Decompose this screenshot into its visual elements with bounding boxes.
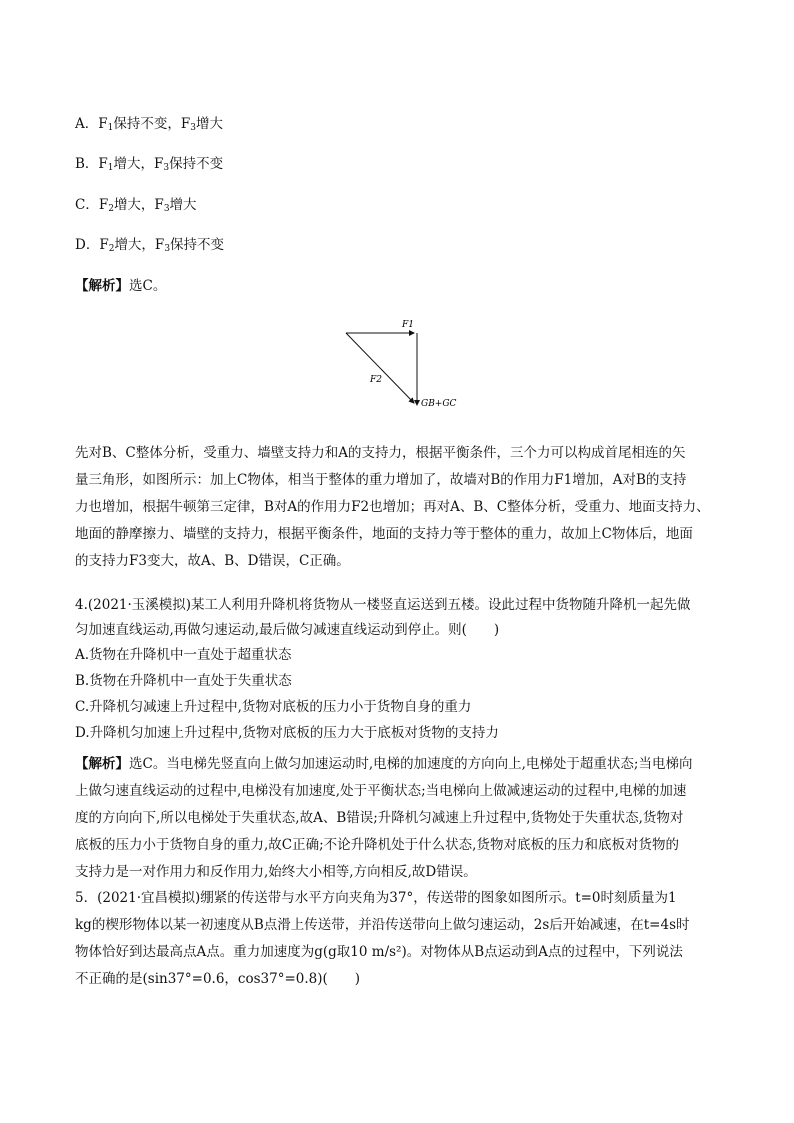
option-d: D．$F_2$增大，$F_3$保持不变 (75, 237, 225, 254)
question-5-stem: 物体恰好到达最高点A点。重力加速度为g(g取10 m/s²)。对物体从B点运动到A点的过程中，下列说法 (75, 944, 683, 960)
question-5-stem: 5．(2021·宜昌模拟)绷紧的传送带与水平方向夹角为37°，传送带的图象如图所示。t=0时刻质量为1 (75, 890, 677, 906)
explanation-line: 的支持力F3变大，故A、B、D错误，C正确。 (75, 553, 350, 569)
label-f1: F1 (402, 320, 414, 330)
option-b: B．$F_1$增大，$F_3$保持不变 (75, 156, 224, 173)
option-c: C．$F_2$增大，$F_3$增大 (75, 197, 197, 214)
q4-explanation-line: 【解析】选C。当电梯先竖直向上做匀加速运动时,电梯的加速度的方向向上,电梯处于超重状态;当电梯向 (75, 756, 693, 772)
question-5-stem: 不正确的是(sin37°=0.6，cos37°=0.8)( ) (75, 971, 361, 987)
q4-explanation-line: 支持力是一对作用力和反作用力,始终大小相等,方向相反,故D错误。 (75, 864, 477, 880)
label-f2: F2 (370, 375, 382, 385)
q4-option-d: D.升降机匀加速上升过程中,货物对底板的压力大于底板对货物的支持力 (75, 725, 499, 741)
answer-bracket: 【解析】 (75, 756, 129, 772)
question-4-stem: 4.(2021·玉溪模拟)某工人利用升降机将货物从一楼竖直运送到五楼。设此过程中货物随升降机一起先做 (75, 597, 691, 613)
question-4-stem: 匀加速直线运动,再做匀速运动,最后做匀减速直线运动到停止。则( ) (75, 622, 500, 638)
f2-vector (346, 333, 414, 403)
explanation-line: 力也增加，根据牛顿第三定律，B对A的作用力F2也增加；再对A、B、C整体分析，受重力、地面支持力、 (75, 499, 710, 515)
answer-bracket: 【解析】 (75, 278, 129, 294)
option-a: A．$F_1$保持不变，$F_3$增大 (75, 116, 223, 133)
force-triangle-diagram (0, 0, 794, 420)
q4-explanation-line: 上做匀速直线运动的过程中,电梯没有加速度,处于平衡状态;当电梯向上做减速运动的过程中,电梯的加速 (75, 783, 687, 799)
q4-option-a: A.货物在升降机中一直处于超重状态 (75, 647, 292, 663)
q4-explanation-line: 度的方向向下,所以电梯处于失重状态,故A、B错误;升降机匀减速上升过程中,货物处于失重状态,货物对 (75, 810, 684, 826)
explanation-line: 先对B、C整体分析，受重力、墙壁支持力和A的支持力，根据平衡条件，三个力可以构成首尾相连的矢 (75, 445, 686, 461)
explanation-line: 地面的静摩擦力、墙壁的支持力，根据平衡条件，地面的支持力等于整体的重力，故加上C物体后，地面 (75, 526, 693, 542)
label-gravity: GB+GC (421, 399, 457, 409)
explanation-line: 量三角形，如图所示：加上C物体，相当于整体的重力增加了，故墙对B的作用力F1增加，A对B的支持 (75, 472, 687, 488)
q4-explanation-line: 底板的压力小于货物自身的重力,故C正确;不论升降机处于什么状态,货物对底板的压力和底板对货物的 (75, 837, 679, 853)
q4-option-b: B.货物在升降机中一直处于失重状态 (75, 673, 292, 689)
answer-text: 选C。 (129, 278, 167, 294)
q4-option-c: C.升降机匀减速上升过程中,货物对底板的压力小于货物自身的重力 (75, 699, 472, 715)
question-5-stem: kg的楔形物体以某一初速度从B点滑上传送带，并沿传送带向上做匀速运动，2s后开始减速，在t=4s时 (75, 917, 690, 933)
